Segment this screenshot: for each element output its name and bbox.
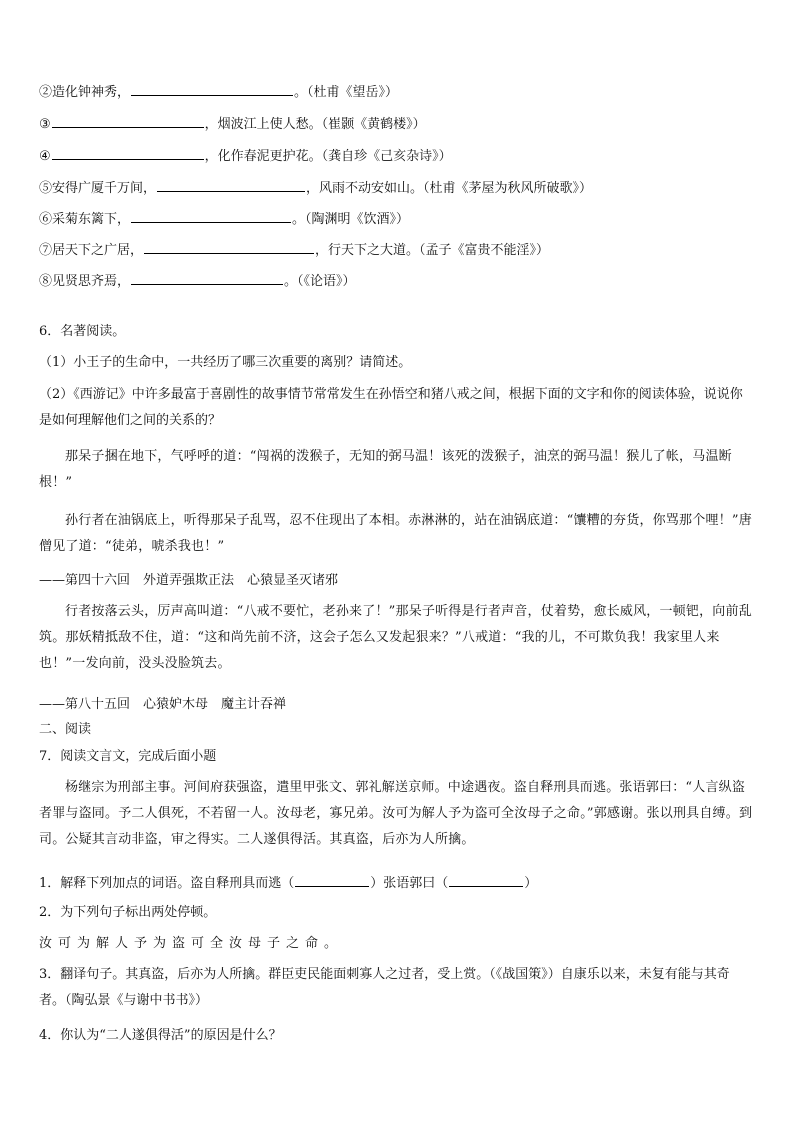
classical-passage: 杨继宗为刑部主事。河间府获强盗，遣里甲张文、郭礼解送京师。中途遇夜。盗自释刑具而逃。张语郭曰：“人言纵盗者罪与盗同。予二人俱死，不若留一人。汝母老，寡兄弟。汝可为解人予为盗可全汝母子之命。”郭感谢。张以刑具自缚。到司。公疑其言动非盗，审之得实。二人遂俱得活。其真盗，后亦为人所擒。 — [39, 780, 753, 847]
poem-line-2 — [39, 82, 398, 102]
poem-line-6-prefix: ⑥采菊东篱下， — [39, 212, 131, 227]
poem-line-4-suffix: ，化作春泥更护花。（龚自珍《己亥杂诗》） — [204, 149, 452, 164]
question-7-title: 7．阅读文言文，完成后面小题 — [39, 749, 217, 764]
poem-line-7-prefix: ⑦居天下之广居， — [39, 243, 144, 258]
poem-line-2-prefix: ②造化钟神秀， — [39, 85, 131, 100]
poem-line-7 — [39, 240, 549, 260]
poem-line-5-suffix: ，风雨不动安如山。（杜甫《茅屋为秋风所破歌》） — [306, 181, 593, 196]
question-6-sub-1: （1）小王子的生命中，一共经历了哪三次重要的离别？请简述。 — [39, 355, 412, 370]
subquestion-1-text-3: ） — [524, 876, 538, 891]
poem-line-4-prefix: ④ — [39, 149, 51, 164]
excerpt-source-1: ——第四十六回 外道弄强欺正法 心猿显圣灭诸邪 — [39, 573, 339, 588]
subquestion-1 — [39, 873, 537, 893]
poem-line-8 — [39, 271, 356, 291]
answer-blank[interactable] — [131, 209, 291, 223]
answer-blank[interactable] — [52, 146, 204, 160]
poem-line-8-suffix: 。（《论语》） — [284, 274, 356, 289]
subquestion-3: 3．翻译句子。其真盗，后亦为人所擒。群臣吏民能面刺寡人之过者，受上赏。（《战国策》）自康乐以来，未复有能与其奇者。（陶弘景《与谢中书书》） — [39, 967, 730, 1008]
answer-blank[interactable] — [157, 178, 305, 192]
poem-line-7-suffix: ，行天下之大道。（孟子《富贵不能淫》） — [315, 243, 550, 258]
subquestion-4: 4．你认为“二人遂俱得活”的原因是什么？ — [39, 1028, 282, 1043]
answer-blank[interactable] — [131, 271, 283, 285]
answer-blank[interactable] — [449, 873, 523, 887]
poem-line-8-prefix: ⑧见贤思齐焉， — [39, 274, 131, 289]
poem-line-4 — [39, 146, 452, 166]
answer-blank[interactable] — [144, 240, 314, 254]
answer-blank[interactable] — [52, 114, 204, 128]
subquestion-2-sentence: 汝可为解人予为盗可全汝母子之命。 — [39, 936, 344, 951]
answer-blank[interactable] — [131, 82, 293, 96]
question-6-title: 6．名著阅读。 — [39, 324, 126, 339]
poem-line-5 — [39, 178, 592, 198]
subquestion-1-text-2: ）张语郭曰（ — [370, 876, 449, 891]
subquestion-2: 2．为下列句子标出两处停顿。 — [39, 905, 217, 920]
excerpt-paragraph-1: 那呆子捆在地下，气呼呼的道：“闯祸的泼猴子，无知的弼马温！该死的泼猴子，油烹的弼马温！猴儿了帐，马温断根！” — [39, 449, 732, 490]
poem-line-3 — [39, 114, 426, 134]
excerpt-paragraph-3: 行者按落云头，厉声高叫道：“八戒不要忙，老孙来了！”那呆子听得是行者声音，仗着势，愈长威风，一顿钯，向前乱筑。那妖精抵敌不住，道：“这和尚先前不济，这会子怎么又发起狠来？”八戒道：“我的儿，不可欺负我！我家里人来也！”一发向前，没头没脸筑去。 — [39, 604, 752, 671]
subquestion-1-text: 1．解释下列加点的词语。盗自释刑具而逃（ — [39, 876, 295, 891]
answer-blank[interactable] — [295, 873, 369, 887]
poem-line-2-suffix: 。（杜甫《望岳》） — [294, 85, 399, 100]
poem-line-6-suffix: 。（陶渊明《饮酒》） — [292, 212, 410, 227]
poem-line-6 — [39, 209, 409, 229]
section-heading: 二、阅读 — [39, 722, 92, 737]
poem-line-5-prefix: ⑤安得广厦千万间， — [39, 181, 157, 196]
excerpt-paragraph-2: 孙行者在油锅底上，听得那呆子乱骂，忍不住现出了本相。赤淋淋的，站在油锅底道：“馕糟的夯货，你骂那个哩！”唐僧见了道：“徒弟，唬杀我也！” — [39, 513, 752, 554]
poem-line-3-suffix: ，烟波江上使人愁。（崔颢《黄鹤楼》） — [204, 117, 426, 132]
excerpt-source-2: ——第八十五回 心猿妒木母 魔主计吞禅 — [39, 697, 287, 712]
poem-line-3-prefix: ③ — [39, 117, 51, 132]
question-6-sub-2: （2）《西游记》中许多最富于喜剧性的故事情节常常发生在孙悟空和猪八戒之间，根据下面的文字和你的阅读体验，说说你是如何理解他们之间的关系的？ — [39, 387, 743, 428]
